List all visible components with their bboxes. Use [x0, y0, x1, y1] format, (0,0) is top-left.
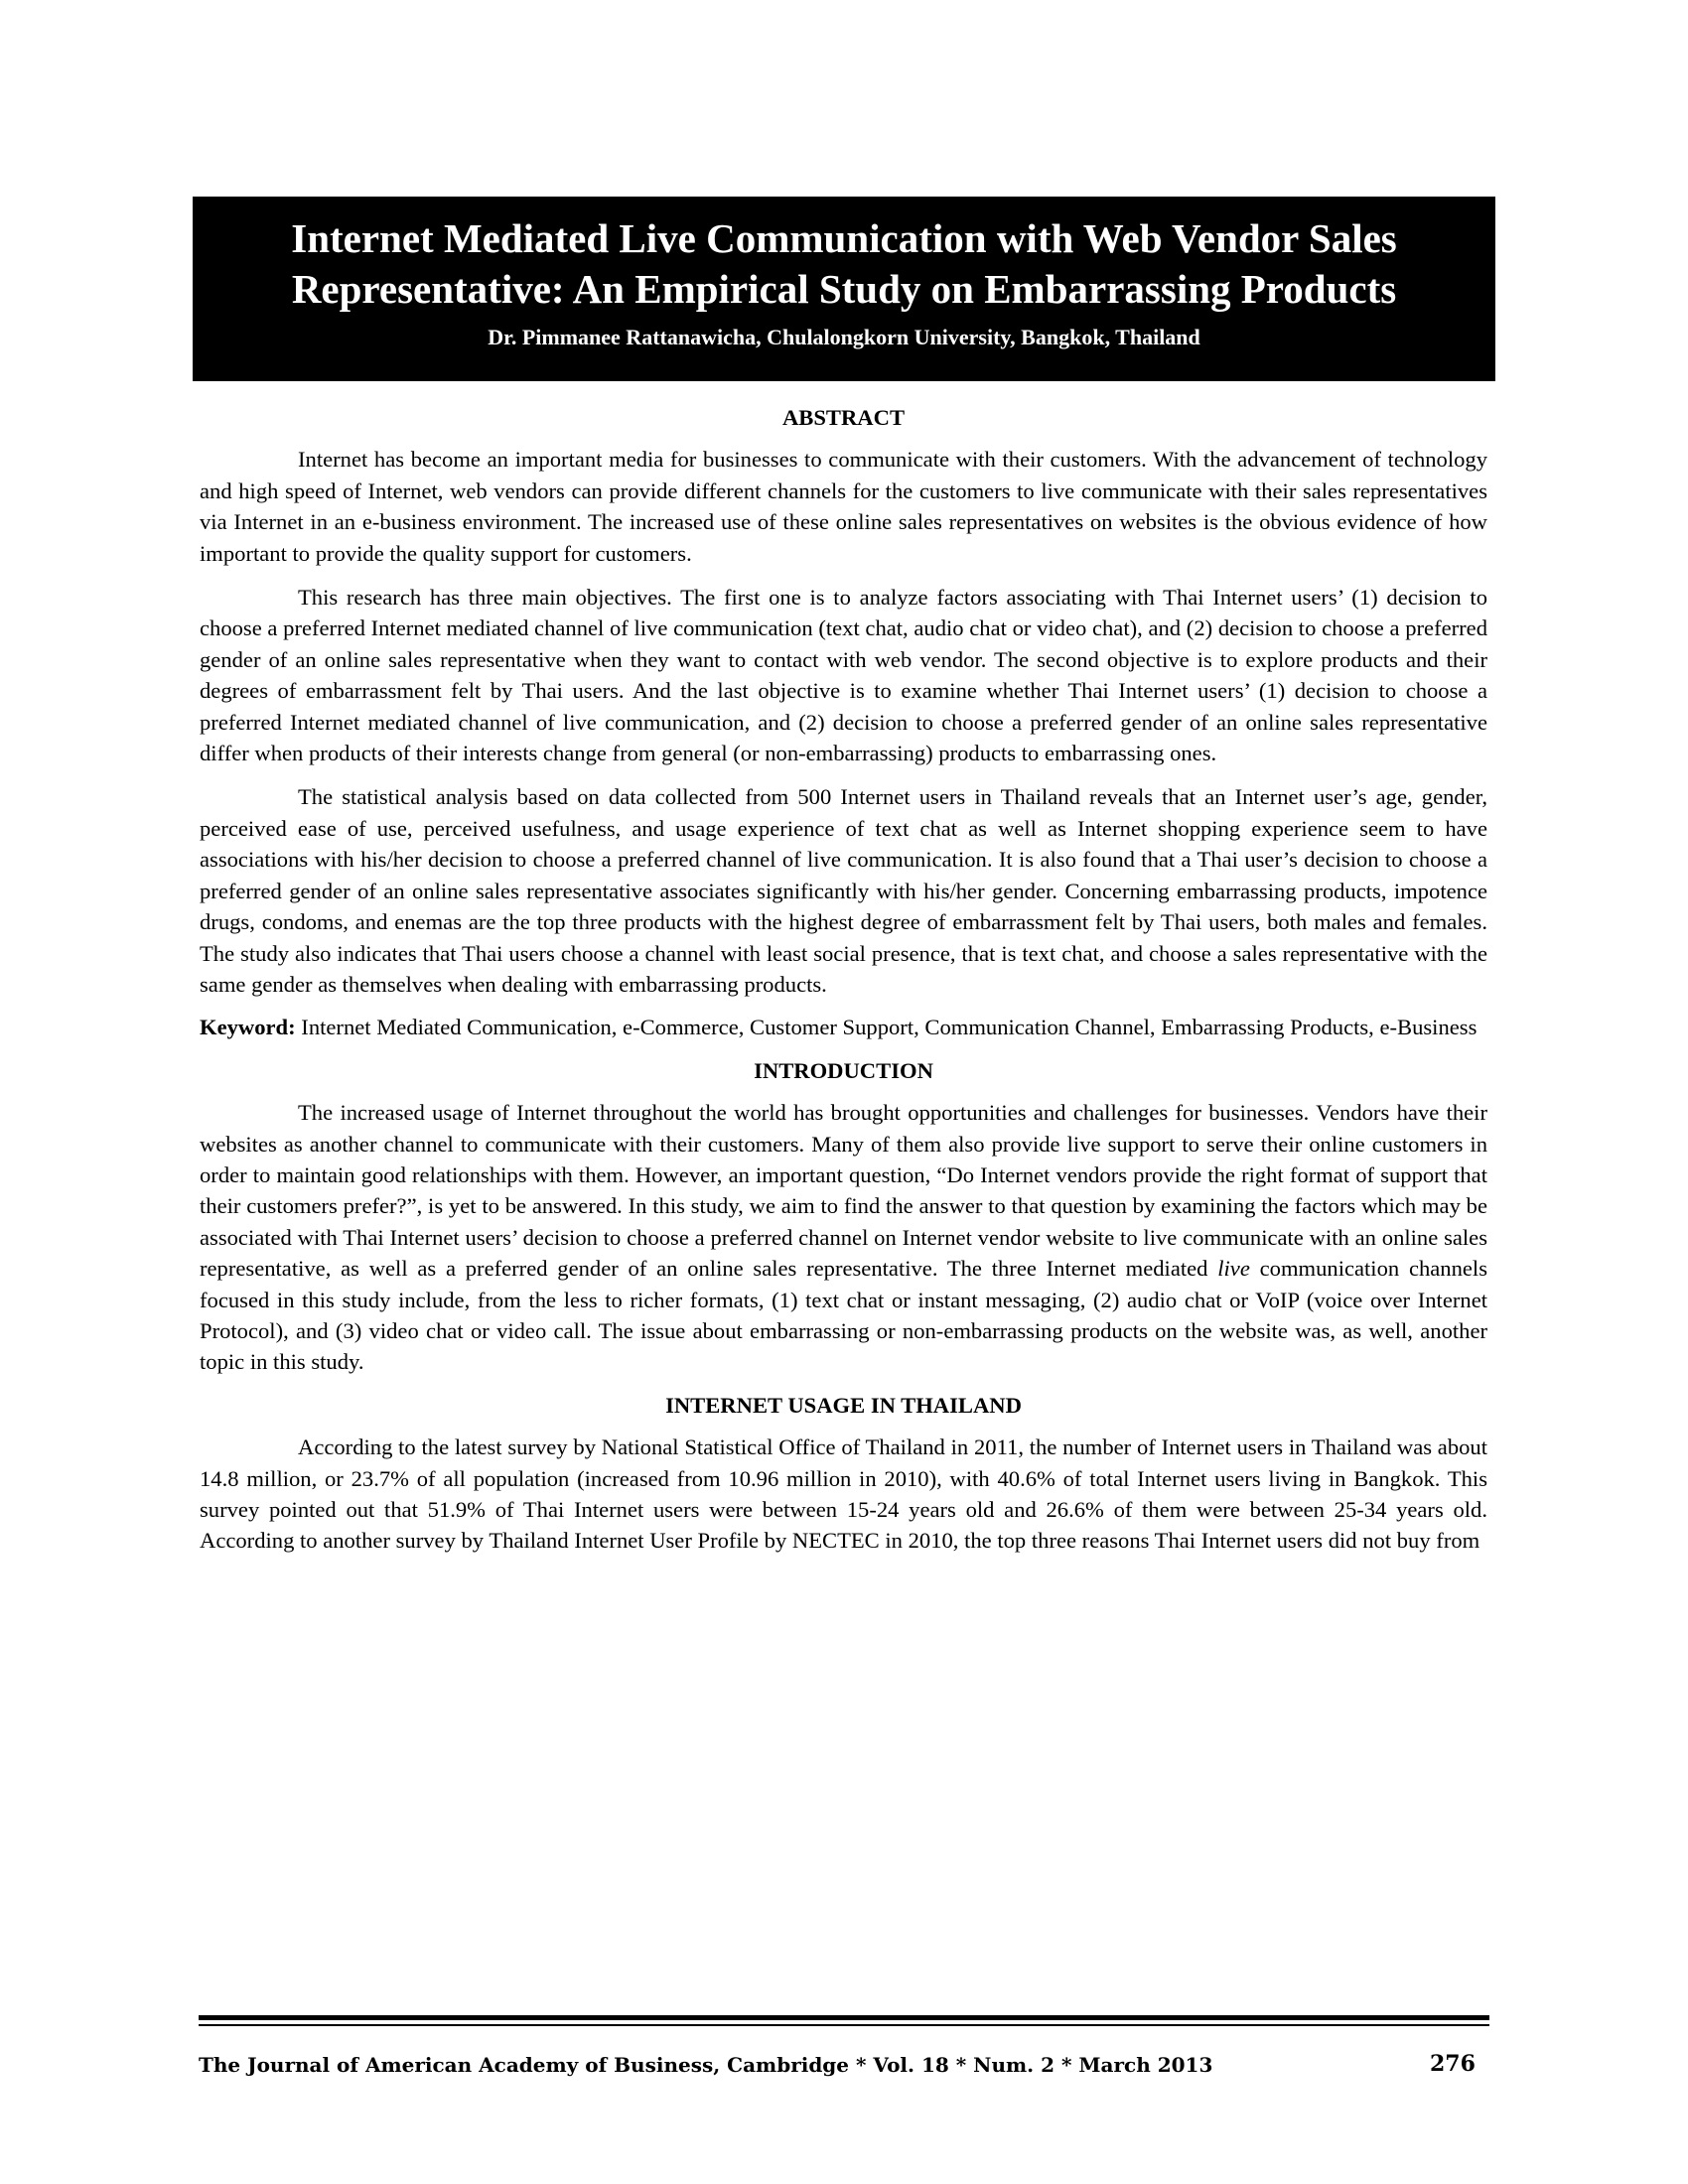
keyword-label: Keyword: [200, 1015, 296, 1040]
keyword-text: Internet Mediated Communication, e-Commerce, Customer Support, Communication Channel, Embarrassing Products, e-Business [301, 1015, 1477, 1040]
keyword-paragraph [200, 1012, 1487, 1042]
title-banner [193, 197, 1495, 381]
abstract-paragraph-2: This research has three main objectives. The first one is to analyze factors associating with Thai Internet users’ (1) decision to choose a preferred Internet mediated channel of live communication (text chat, audio chat or video chat), and (2) decision to choose a preferred gender of an online sales representative when they want to contact with web vendor. The second objective is to explore products and their degrees of embarrassment felt by Thai users. And the last objective is to examine whether Thai Internet users’ (1) decision to choose a preferred Internet mediated channel of live communication, and (2) decision to choose a preferred gender of an online sales representative differ when products of their interests change from general (or non-embarrassing) products to embarrassing ones. [200, 585, 1487, 766]
abstract-heading: ABSTRACT [781, 405, 906, 430]
abstract-paragraph-3: The statistical analysis based on data collected from 500 Internet users in Thailand reveals that an Internet user’s age, gender, perceived ease of use, perceived usefulness, and usage experience of text chat as well as Internet shopping experience seem to have associations with his/her decision to choose a preferred channel of live communication. It is also found that a Thai user’s decision to choose a preferred gender of an online sales representative associates significantly with his/her gender. Concerning embarrassing products, impotence drugs, condoms, and enemas are the top three products with the highest degree of embarrassment felt by Thai users, both males and females. The study also indicates that Thai users choose a channel with least social presence, that is text chat, and choose a sales representative with the same gender as themselves when dealing with embarrassing products. [200, 784, 1487, 997]
article-body [200, 402, 1487, 1557]
author-affiliation: Dr. Pimmanee Rattanawicha, Chulalongkorn University, Bangkok, Thailand [488, 325, 1200, 349]
internet-usage-paragraph: According to the latest survey by National Statistical Office of Thailand in 2011, the number of Internet users in Thailand was about 14.8 million, or 23.7% of all population (increased from 10.96 million in 2010), with 40.6% of total Internet users living in Bangkok. This survey pointed out that 51.9% of Thai Internet users were between 15-24 years old and 26.6% of them were between 25-34 years old. According to another survey by Thailand Internet User Profile by NECTEC in 2010, the top three reasons Thai Internet users did not buy from [200, 1434, 1487, 1554]
footer-divider-thin [199, 2024, 1489, 2026]
journal-citation: The Journal of American Academy of Business, Cambridge * Vol. 18 * Num. 2 * March 2013 [199, 2053, 1213, 2077]
paper-title-line-2: Representative: An Empirical Study on Embarrassing Products [291, 266, 1397, 312]
introduction-heading: INTRODUCTION [754, 1057, 933, 1083]
introduction-paragraph [200, 1097, 1487, 1378]
page-number: 276 [1430, 2051, 1476, 2077]
paper-title-line-1: Internet Mediated Live Communication with Web Vendor Sales [291, 215, 1397, 261]
introduction-text-part-1: The increased usage of Internet throughout the world has brought opportunities and challenges for businesses. Vendors have their websites as another channel to communicate with their customers. Many of them also provide live support to serve their online customers in order to maintain good relationships with them. However, an important question, “Do Internet vendors provide the right format of support that their customers prefer?”, is yet to be answered. In this study, we aim to find the answer to that question by examining the factors which may be associated with Thai Internet users’ decision to choose a preferred channel on Internet vendor website to live communicate with an online sales representative, as well as a preferred gender of an online sales representative. The three Internet mediated [200, 1100, 1487, 1282]
abstract-paragraph-1: Internet has become an important media for businesses to communicate with their customers. With the advancement of technology and high speed of Internet, web vendors can provide different channels for the customers to live communicate with their sales representatives via Internet in an e-business environment. The increased use of these online sales representatives on websites is the obvious evidence of how important to provide the quality support for customers. [200, 447, 1487, 566]
introduction-italic-word: live [1217, 1256, 1250, 1282]
internet-usage-heading: INTERNET USAGE IN THAILAND [665, 1392, 1022, 1418]
introduction-text-part-2: communication channels focused in this study include, from the less to richer formats, (1) text chat or instant messaging, (2) audio chat or VoIP (voice over Internet Protocol), and (3) video chat or video call. The issue about embarrassing or non-embarrassing products on the website was, as well, another topic in this study. [200, 1256, 1487, 1375]
footer-divider-thick [199, 2015, 1489, 2020]
